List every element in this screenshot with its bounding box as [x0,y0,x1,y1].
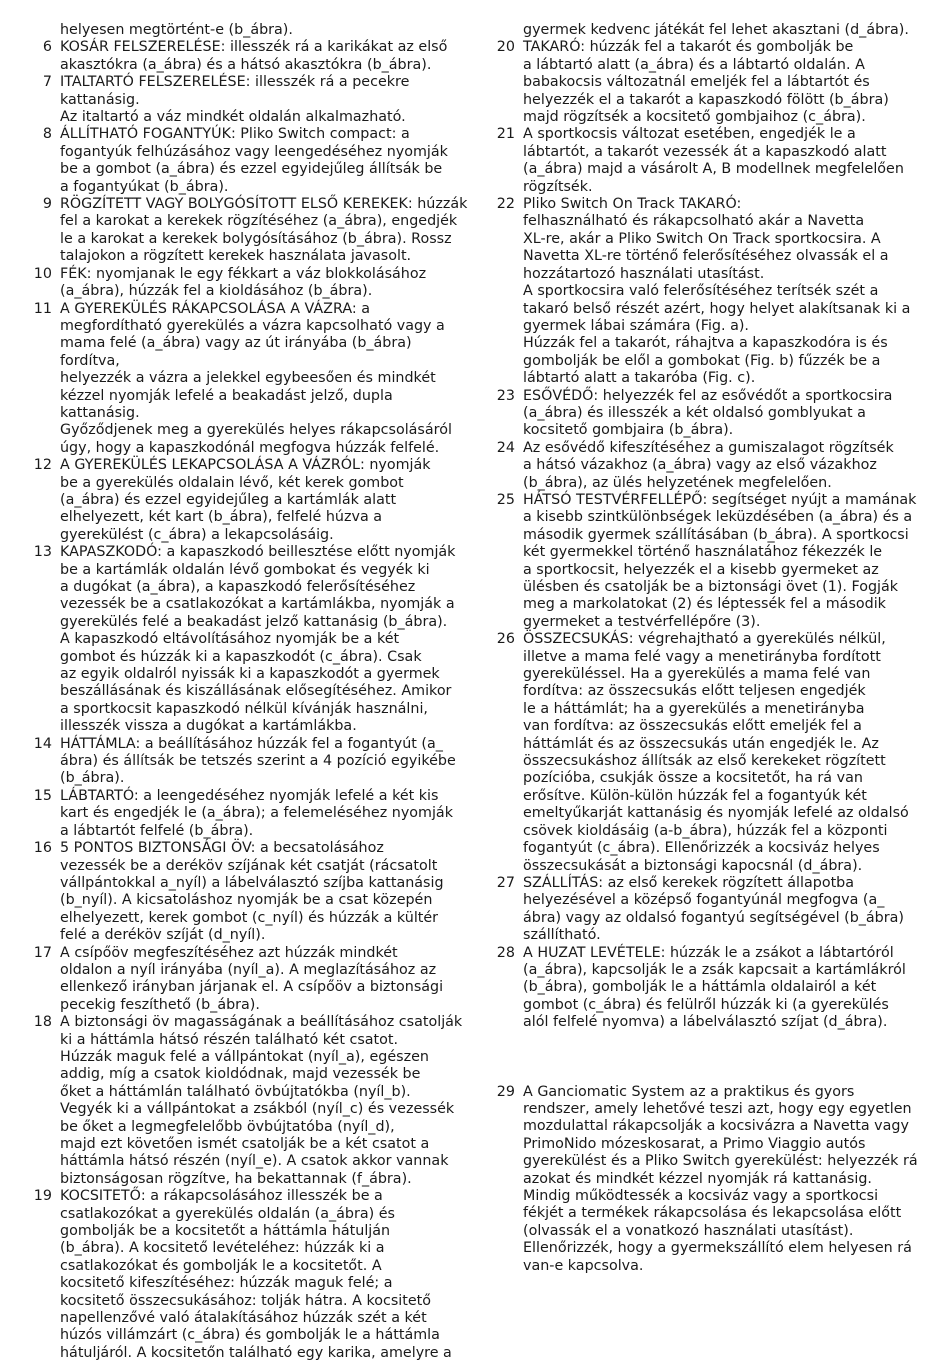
list-item [30,1188,468,1362]
item-number: 8 [42,126,52,143]
item-number: 15 [33,787,52,804]
item-number: 26 [496,631,515,648]
item-text: helyesen megtörtént-e (b_ábra). [60,22,293,38]
list-item [493,492,933,631]
list-item [493,388,933,440]
item-number: 24 [496,439,515,456]
item-number: 27 [496,874,515,891]
item-number: 11 [33,300,52,317]
item-number: 29 [496,1083,515,1100]
item-text: gyermek kedvenc játékát fel lehet akasztani (d_ábra). [523,22,909,38]
list-item [493,1084,933,1275]
list-item [30,788,468,840]
item-number: 13 [33,544,52,561]
item-text: ITALTARTÓ FELSZERELÉSE: illesszék rá a pecekre kattanásig. Az italtartó a váz mindkét oldalán alkalmazható. [60,74,410,126]
item-text: FÉK: nyomjanak le egy fékkart a váz blokkolásához (a_ábra), húzzák fel a kioldásához (b_ábra). [60,265,427,300]
list-item [30,39,468,74]
list-item [493,22,933,39]
item-text: LÁBTARTÓ: a leengedéséhez nyomják lefelé a két kis kart és engedjék le (a_ábra); a felemeléséhez nyomják a lábtartót felfelé (b_ábra). [60,787,453,839]
list-item [30,1014,468,1188]
item-number: 6 [42,39,52,56]
item-text: Pliko Switch On Track TAKARÓ: felhasználható és rákapcsolható akár a Navetta XL-re, akár a Pliko Switch On Track sportkocsira. A Navetta XL-re történő felerősítéséhez olvassák el a hozzátartozó használati utasítást. A sportkocsira való felerősítéséhez terítsék szét a takaró belső részét azért, hogy helyet alakítsanak ki a gyermek lábai számára (Fig. a). Húzzák fel a takarót, ráhajtva a kapaszkodóra is és gombolják be elől a gombokat (Fig. b) fűzzék be a lábtartó alatt a takaróba (Fig. c). [523,196,911,387]
item-text: KOSÁR FELSZERELÉSE: illesszék rá a karikákat az első akasztókra (a_ábra) és a hátsó akasztókra (b_ábra). [60,39,448,73]
list-item [493,126,933,196]
item-number [30,22,60,39]
section-gap [493,1032,933,1084]
item-text: A GYEREKÜLÉS RÁKAPCSOLÁSA A VÁZRA: a megfordítható gyerekülés a vázra kapcsolható vagy a mama felé (a_ábra) vagy az út irányába (b_ábra) fordítva, helyezzék a vázra a jelekkel egybeesően és mindkét kézzel nyomják lefelé a beakadást jelző, dupla kattanásig. Győződjenek meg a gyerekülés helyes rákapcsolásáról úgy, hogy a kapaszkodónál megfogva húzzák felfelé. [60,300,452,456]
item-text: A sportkocsis változat esetében, engedjék le a lábtartót, a takarót vezessék át a kapaszkodó alatt (a_ábra) majd a vásárolt A, B modellnek megfelelően rögzítsék. [523,126,904,195]
item-text: SZÁLLÍTÁS: az első kerekek rögzített állapotba helyezésével a középső fogantyúnál megfogva (a_ ábra) vagy az oldalsó fogantyú segítségével (b_ábra) szállítható. [523,874,904,944]
item-text: 5 PONTOS BIZTONSÁGI ÖV: a becsatolásához vezessék be a deréköv szíjának két csatját (rácsatolt vállpántokkal a_nyíl) a lábelválasztó szíjba kattanásig (b_nyíl). A kicsatoláshoz nyomják be a csat közepén elhelyezett, kerek gombot (c_nyíl) és húzzák a kültér felé a deréköv szíját (d_nyíl). [60,840,444,944]
item-text: ÁLLÍTHATÓ FOGANTYÚK: Pliko Switch compact: a fogantyúk felhúzásához vagy leengedéséhez nyomják be a gombot (a_ábra) és ezzel egyidejűleg állítsák be a fogantyúkat (b_ábra). [60,126,448,195]
item-number: 14 [33,735,52,752]
list-item [30,22,468,39]
list-item [30,126,468,196]
item-text: A biztonsági öv magasságának a beállításához csatolják ki a háttámla hátsó részén található két csatot. Húzzák maguk felé a vállpántokat (nyíl_a), egészen addig, míg a csatok kioldódnak, majd vezessék be őket a háttámlán található övbújtatókba (nyíl_b). Vegyék ki a vállpántokat a zsákból (nyíl_c) és vezessék be őket a legmegfelelőbb övbújtatóba (nyíl_d), majd ezt követően ismét csatolják be a két csatot a háttámla hátsó részén (nyíl_e). A csatok akkor vannak biztonságosan rögzítve, ha bekattannak (f_ábra). [60,1014,463,1187]
item-text: A HUZAT LEVÉTELE: húzzák le a zsákot a lábtartóról (a_ábra), kapcsolják le a zsák kapcsait a kartámlákról (b_ábra), gombolják le a háttámla oldalairól a két gombot (c_ábra) és felülről húzzák ki (a gyerekülés alól felfelé nyomva) a lábelválasztó szíjat (d_ábra). [523,944,906,1031]
list-item [30,74,468,126]
item-number: 18 [33,1014,52,1031]
list-item [30,457,468,544]
item-text: HÁTSÓ TESTVÉRFELLÉPŐ: segítséget nyújt a mamának a kisebb szintkülönbségek leküzdésében (a_ábra) és a második gyermek szállításában (b_ábra). A sportkocsi két gyermekkel történő használatához fékezzék le a sportkocsit, helyezzék el a kisebb gyermeket az ülésben és csatolják be a biztonsági övet (1). Fogják meg a markolatokat (2) és léptessék fel a második gyermeket a testvérfellépőre (3). [523,491,917,630]
item-text: ESŐVÉDŐ: helyezzék fel az esővédőt a sportkocsira (a_ábra) és illesszék a két oldalsó gomblyukat a kocsitető gombjaira (b_ábra). [523,387,893,439]
list-item [493,39,933,126]
item-number: 22 [496,196,515,213]
item-text: RÖGZÍTETT VAGY BOLYGÓSÍTOTT ELSŐ KEREKEK: húzzák fel a karokat a kerekek rögzítéséhez (a_ábra), engedjék le a karokat a kerekek bolygósításához (b_ábra). Rossz talajokon a rögzített kerekek használata javasolt. [60,196,468,265]
item-text: KOCSITETŐ: a rákapcsolásához illesszék be a csatlakozókat a gyerekülés oldalán (a_ábra) és gombolják be a kocsitetőt a háttámla hátulján (b_ábra). A kocsitető levételéhez: húzzák ki a csatlakozókat és gombolják le a kocsitetőt. A kocsitető kifeszítéséhez: húzzák maguk felé; a kocsitető összecsukásához: tolják hátra. A kocsitető napellenzővé való átalakításához húzzák szét a két húzós villámzárt (c_ábra) és gombolják le a háttámla hátuljáról. A kocsitetőn található egy karika, amelyre a [60,1188,452,1361]
item-text: A csípőöv megfeszítéséhez azt húzzák mindkét oldalon a nyíl irányába (nyíl_a). A meglazításához az ellenkező irányban járjanak el. A csípőöv a biztonsági pecekig feszíthető (b_ábra). [60,944,444,1013]
list-item [493,875,933,945]
list-item [493,945,933,1032]
list-item [30,266,468,301]
item-number: 23 [496,387,515,404]
list-item [30,736,468,788]
list-item [30,196,468,266]
right-column [493,22,933,1275]
item-text: KAPASZKODÓ: a kapaszkodó beillesztése előtt nyomják be a kartámlák oldalán lévő gombokat és vegyék ki a dugókat (a_ábra), a kapaszkodó felerősítéséhez vezessék be a csatlakozókat a kartámlákba, nyomják a gyerekülés felé a beakadást jelző kattanásig (b_ábra). A kapaszkodó eltávolításához nyomják be a két gombot és húzzák ki a kapaszkodót (c_ábra). Csak az egyik oldalról nyissák ki a kapaszkodót a gyermek beszállásának és kiszállásának elősegítéséhez. Amikor a sportkocsit kapaszkodó nélkül kívánják használni, illesszék vissza a dugókat a kartámlákba. [60,544,456,735]
item-number: 20 [496,39,515,56]
item-number [493,22,523,39]
list-item [30,945,468,1015]
item-number: 21 [496,126,515,143]
item-text: Az esővédő kifeszítéséhez a gumiszalagot rögzítsék a hátsó vázakhoz (a_ábra) vagy az első vázakhoz (b_ábra), az ülés helyzetének megfelelően. [523,439,894,491]
item-number: 17 [33,944,52,961]
item-number: 12 [33,457,52,474]
item-number: 7 [42,74,52,91]
item-text: A GYEREKÜLÉS LEKAPCSOLÁSA A VÁZRÓL: nyomják be a gyerekülés oldalain lévő, két kerek gombot (a_ábra) és ezzel egyidejűleg a kartámlák alatt elhelyezett, két kart (b_ábra), felfelé húzva a gyerekülést (c_ábra) a lekapcsolásáig. [60,457,431,543]
item-number: 25 [496,491,515,508]
item-number: 28 [496,944,515,961]
item-number: 16 [33,840,52,857]
item-text: HÁTTÁMLA: a beállításához húzzák fel a fogantyút (a_ ábra) és állítsák be tetszés szerint a 4 pozíció egyikébe (b_ábra). [60,735,456,787]
list-item [493,440,933,492]
list-item [30,840,468,944]
item-text: A Ganciomatic System az a praktikus és gyors rendszer, amely lehetővé teszi azt, hogy egy egyetlen mozdulattal rákapcsolják a kocsivázra a Navetta vagy PrimoNido mózeskosarat, a Primo Viaggio autós gyerekülést és a Pliko Switch gyerekülést: helyezzék rá azokat és mindkét kézzel nyomják rá kattanásig. Mindig működtessék a kocsiváz vagy a sportkocsi fékjét a termékek rákapcsolása és lekapcsolása előtt (olvassák el a vonatkozó használati utasítást). Ellenőrizzék, hogy a gyermekszállító elem helyesen rá van-e kapcsolva. [523,1083,918,1274]
list-item [30,544,468,735]
item-number: 9 [42,196,52,213]
list-item [30,301,468,458]
item-text: ÖSSZECSUKÁS: végrehajtható a gyerekülés nélkül, illetve a mama felé vagy a menetirányba fordított gyereküléssel. Ha a gyerekülés a mama felé van fordítva: az összecsukás előtt teljesen engedjék le a háttámlát; ha a gyerekülés a menetirányba van fordítva: az összecsukás előtt emeljék fel a háttámlát és az összecsukás után engedjék le. Az összecsukáshoz állítsák az első kerekeket rögzített pozícióba, csukják össze a kocsitetőt, ha rá van erősítve. Külön-külön húzzák fel a fogantyúk két emeltyűkarját kattanásig és nyomják lefelé az oldalsó csövek kioldásáig (a-b_ábra), húzzák fel a központi fogantyút (c_ábra). Ellenőrizzék a kocsiváz helyes összecsukását a biztonsági kapocsnál (d_ábra). [523,631,909,874]
item-number: 10 [33,265,52,282]
item-text: TAKARÓ: húzzák fel a takarót és gombolják be a lábtartó alatt (a_ábra) és a lábtartó oldalán. A babakocsis változatnál emeljék fel a lábtartót és helyezzék el a takarót a kapaszkodó fölött (b_ábra) majd rögzítsék a kocsitető gombjaihoz (c_ábra). [523,39,889,126]
list-item [493,196,933,387]
list-item [493,631,933,875]
left-column [30,22,468,1362]
item-number: 19 [33,1188,52,1205]
